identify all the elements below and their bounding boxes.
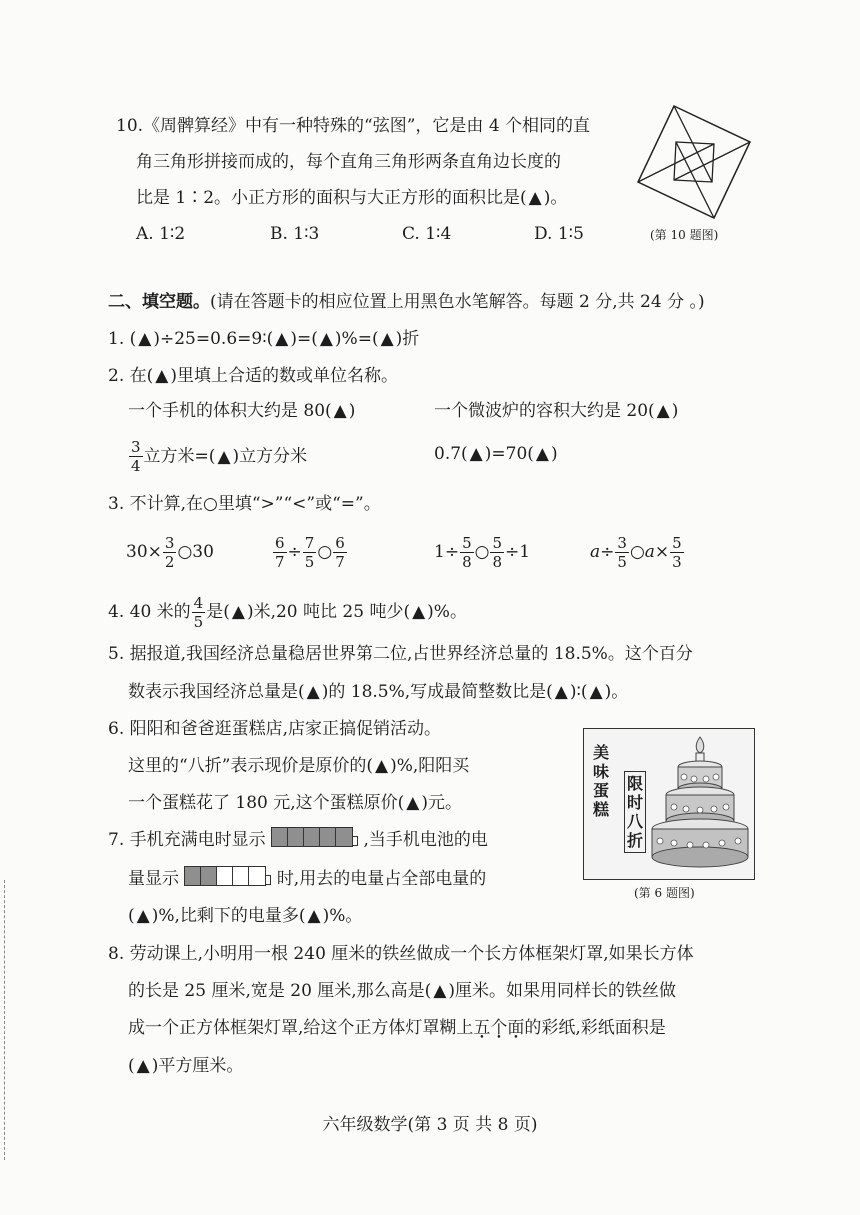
q2-c: $\frac{3}{4}$ 立方米=( ▲ )立方分米 bbox=[131, 438, 308, 475]
q2-d: 0.7( ▲ )=70( ▲ ) bbox=[434, 444, 558, 464]
section2-heading: 二、填空题。(请在答题卡的相应位置上用黑色水笔解答。每题 2 分,共 24 分 。) bbox=[108, 292, 705, 312]
q6-figure-caption: (第 6 题图) bbox=[634, 886, 695, 900]
stamp-meiwei-dangao: 美味蛋糕 bbox=[592, 743, 609, 819]
q6-line3: 一个蛋糕花了 180 元,这个蛋糕原价( ▲ )元。 bbox=[128, 793, 463, 813]
q8-line1: 8. 劳动课上,小明用一根 240 厘米的铁丝做成一个长方体框架灯罩,如果长方体 bbox=[108, 944, 694, 964]
xian-tu-figure bbox=[634, 102, 754, 222]
answer-blank: ▲ bbox=[528, 188, 542, 208]
q2-stem: 2. 在( ▲ )里填上合适的数或单位名称。 bbox=[108, 366, 398, 386]
q10-line3: 比是 1∶2。小正方形的面积与大正方形的面积比是( ▲ )。 bbox=[136, 184, 567, 212]
battery-cell bbox=[320, 828, 336, 846]
battery-cell bbox=[185, 867, 201, 885]
battery-cell bbox=[272, 828, 288, 846]
battery-cell bbox=[249, 867, 265, 885]
option-d: D. 1∶5 bbox=[534, 224, 584, 244]
battery-cell bbox=[336, 828, 352, 846]
stamp-xianshi-bazhe: 限时八折 bbox=[624, 771, 646, 853]
q6-line2: 这里的“八折”表示现价是原价的( ▲ )%,阳阳买 bbox=[128, 756, 470, 776]
q3-stem: 3. 不计算,在○里填“>”“<”或“=”。 bbox=[108, 494, 381, 514]
q5-line2: 数表示我国经济总量是( ▲ )的 18.5%,写成最简整数比是( ▲ )∶( ▲ )。 bbox=[128, 682, 629, 702]
q10-line2: 角三角形拼接而成的，每个直角三角形两条直角边长度的 bbox=[136, 152, 561, 172]
q8-line4: ( ▲ )平方厘米。 bbox=[128, 1056, 244, 1076]
q10-line1: 10.《周髀算经》中有一种特殊的“弦图”，它是由 4 个相同的直 bbox=[116, 116, 591, 136]
fraction: $\frac{3}{4}$ bbox=[131, 438, 141, 475]
option-c: C. 1∶4 bbox=[402, 224, 452, 244]
q3-expr2: $\frac{6}{7}$ ÷ $\frac{7}{5}$ ○ $\frac{6}{7}$ bbox=[275, 533, 345, 571]
page-footer: 六年级数学(第 3 页 共 8 页) bbox=[322, 1115, 538, 1135]
battery-cell bbox=[304, 828, 320, 846]
battery-cell bbox=[288, 828, 304, 846]
q1-line: 1. ( ▲ )÷25=0.6=9∶( ▲ )=( ▲ )%=( ▲ )折 bbox=[108, 329, 420, 349]
q2-b: 一个微波炉的容积大约是 20( ▲ ) bbox=[434, 401, 679, 421]
cake-icon bbox=[648, 733, 752, 875]
battery-full-icon bbox=[271, 827, 358, 855]
battery-partial-icon bbox=[184, 866, 271, 894]
q6-line1: 6. 阳阳和爸爸逛蛋糕店,店家正搞促销活动。 bbox=[108, 719, 442, 739]
q7-line3: ( ▲ )%,比剩下的电量多( ▲ )%。 bbox=[128, 906, 363, 926]
q10-figure-caption: (第 10 题图) bbox=[650, 228, 719, 242]
q4-line: 4. 40 米的 $\frac{4}{5}$ 是( ▲ )米,20 吨比 25 吨少( ▲ )%。 bbox=[108, 593, 467, 631]
option-b: B. 1∶3 bbox=[270, 224, 320, 244]
q8-line2: 的长是 25 厘米,宽是 20 厘米,那么高是( ▲ )厘米。如果用同样长的铁丝做 bbox=[128, 981, 677, 1001]
q5-line1: 5. 据报道,我国经济总量稳居世界第二位,占世界经济总量的 18.5%。这个百分 bbox=[108, 644, 693, 664]
q7-line2: 量显示 时,用去的电量占全部电量的 bbox=[128, 865, 486, 894]
battery-cell bbox=[233, 867, 249, 885]
q8-line3: 成一个正方体框架灯罩,给这个正方体灯罩糊上五个面的彩纸,彩纸面积是 bbox=[128, 1018, 666, 1038]
q7-line1: 7. 手机充满电时显示 ,当手机电池的电 bbox=[108, 826, 488, 855]
option-a: A. 1∶2 bbox=[136, 224, 186, 244]
q2-a: 一个手机的体积大约是 80( ▲ ) bbox=[128, 401, 356, 421]
q3-expr1: 30× $\frac{3}{2}$ ○30 bbox=[126, 533, 214, 571]
binding-edge-mark bbox=[4, 880, 6, 1160]
battery-cell bbox=[217, 867, 233, 885]
battery-cell bbox=[201, 867, 217, 885]
q3-expr3: 1÷ $\frac{5}{8}$ ○ $\frac{5}{8}$ ÷1 bbox=[434, 533, 531, 571]
q3-expr4: a÷ $\frac{3}{5}$ ○a× $\frac{5}{3}$ bbox=[590, 533, 682, 571]
cake-promo-figure bbox=[583, 728, 755, 880]
